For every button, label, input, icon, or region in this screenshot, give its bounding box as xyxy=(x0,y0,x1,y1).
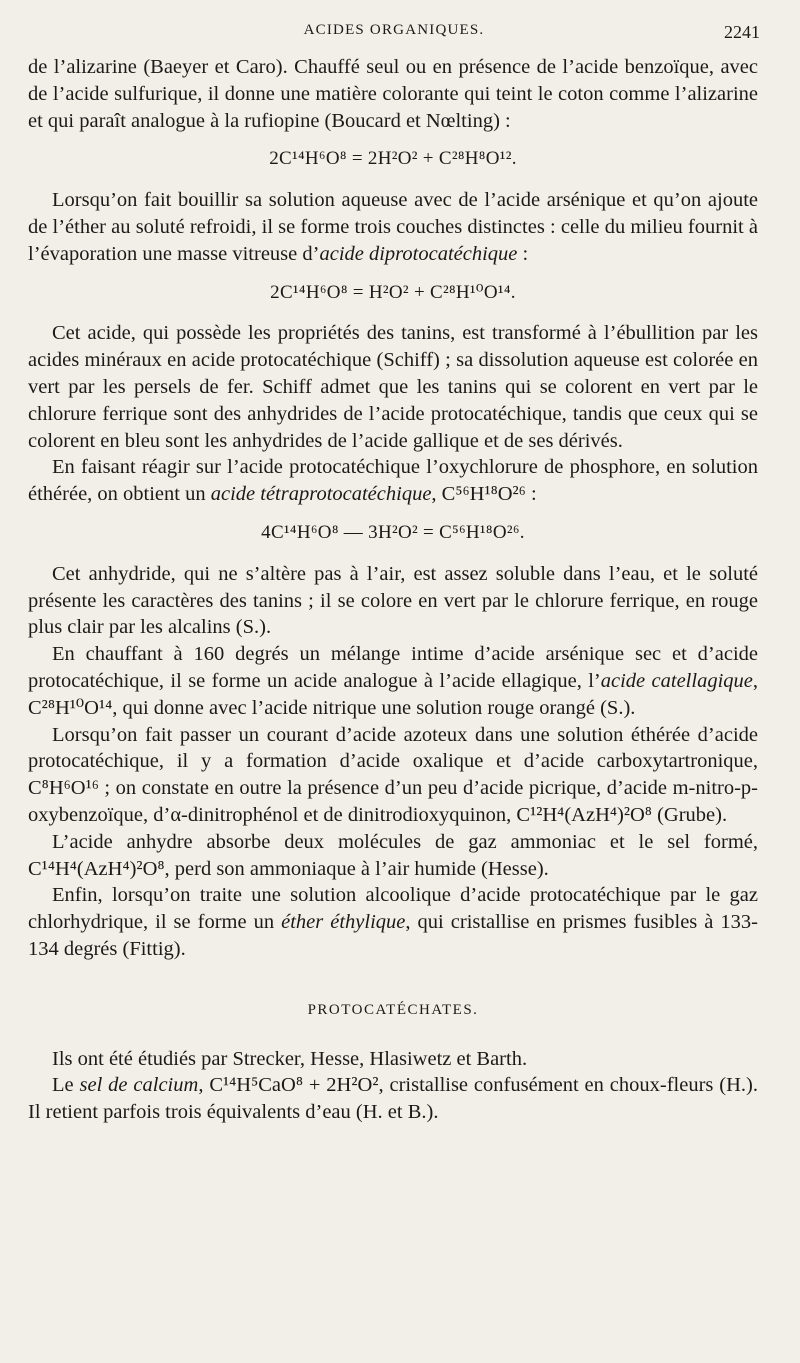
running-title: ACIDES ORGANIQUES. xyxy=(303,22,485,38)
text-run: Lorsqu’on fait bouillir sa solution aqueuse avec de l’acide arsénique et qu’on ajoute de l’éther au soluté refroidi, il se forme trois couches distinctes : celle du milieu fournit à l’évaporation une masse vitreuse d’ xyxy=(28,189,758,265)
text-run: En faisant réagir sur l’acide protocatéchique l’oxychlorure de phosphore, en solution éthérée, on obtient un xyxy=(28,456,758,506)
text-run: , C²⁸H¹⁰O¹⁴, qui donne avec l’acide nitrique une solution rouge orangé (S.). xyxy=(28,669,758,719)
emphasis-acide-tetraprotocatechique: acide tétraprotocatéchique xyxy=(210,483,432,506)
text-run: : xyxy=(517,242,529,265)
equation-2: 2C¹⁴H⁶O⁸ = H²O² + C²⁸H¹⁰O¹⁴. xyxy=(270,281,516,303)
text-run: , C⁵⁶H¹⁸O²⁶ : xyxy=(431,483,537,506)
paragraph-oxychlorure xyxy=(28,454,758,508)
emphasis-acide-catellagique: acide catellagique xyxy=(600,669,753,692)
text-run: Enfin, lorsqu’on traite une solution alcoolique d’acide protocatéchique par le gaz chlorhydrique, il se forme un xyxy=(28,884,758,934)
emphasis-ether-ethylique: éther éthylique xyxy=(281,911,406,934)
page-body xyxy=(28,54,758,1126)
paragraph-alizarine: de l’alizarine (Baeyer et Caro). Chauffé seul ou en présence de l’acide benzoïque, avec de l’acide sulfurique, il donne une matière colorante qui teint le coton comme l’alizarine et qui paraît analogue à la rufiopine (Boucard et Nœlting) : xyxy=(28,56,758,132)
paragraph-ammoniac: L’acide anhydre absorbe deux molécules de gaz ammoniac et le sel formé, C¹⁴H⁴(AzH⁴)²O⁸, perd son ammoniaque à l’air humide (Hesse). xyxy=(28,830,758,880)
page-number: 2241 xyxy=(724,22,760,42)
emphasis-sel-de-calcium: sel de calcium xyxy=(79,1074,199,1097)
paragraph-acide-azoteux: Lorsqu’on fait passer un courant d’acide azoteux dans une solution éthérée d’acide protocatéchique, il y a formation d’acide oxalique et d’acide carboxytartronique, C⁸H⁶O¹⁶ ; on constate en outre la présence d’un peu d’acide picrique, d’acide m-nitro-p-oxybenzoïque, d’α-dinitrophénol et de dinitrodioxyquinon, C¹²H⁴(AzH⁴)²O⁸ (Grube). xyxy=(28,723,758,826)
text-run: , C¹⁴H⁵CaO⁸ + 2H²O², cristallise confusément en choux-fleurs (H.). Il retient parfois trois équivalents d’eau (H. et B.). xyxy=(28,1074,758,1124)
equation-3: 4C¹⁴H⁶O⁸ — 3H²O² = C⁵⁶H¹⁸O²⁶. xyxy=(261,521,525,543)
paragraph-catellagique xyxy=(28,641,758,721)
text-run: En chauffant à 160 degrés un mélange intime d’acide arsénique sec et d’acide protocatéchique, il se forme un acide analogue à l’acide ellagique, l’ xyxy=(28,643,758,692)
running-header xyxy=(28,16,760,46)
emphasis-acide-diprotocatechique: acide diprotocatéchique xyxy=(319,242,518,265)
text-run: , qui cristallise en prismes fusibles à 133-134 degrés (Fittig). xyxy=(28,911,758,960)
equation-1: 2C¹⁴H⁶O⁸ = 2H²O² + C²⁸H⁸O¹². xyxy=(269,148,517,170)
text-run: Le xyxy=(52,1074,80,1097)
section-title-protocatechates: PROTOCATÉCHATES. xyxy=(307,1001,479,1018)
paragraph-sel-calcium xyxy=(28,1072,758,1126)
paragraph-anhydride: Cet anhydride, qui ne s’altère pas à l’air, est assez soluble dans l’eau, et le soluté présente les caractères des tanins ; il se colore en vert par le chlorure ferrique, en rouge plus clair par les alcalins (S.). xyxy=(28,562,758,639)
paragraph-ether-ethylique xyxy=(28,882,758,962)
paragraph-tanins: Cet acide, qui possède les propriétés des tanins, est transformé à l’ébullition par les acides minéraux en acide protocatéchique (Schiff) ; sa dissolution aqueuse est colorée en vert par les persels de fer. Schiff admet que les tanins qui se colorent en vert par le chlorure ferrique sont des anhydrides de l’acide protocatéchique, tandis que ceux qui se colorent en bleu sont les anhydrides de l’acide gallique et de ses dérivés. xyxy=(28,322,758,452)
paragraph-etudies: Ils ont été étudiés par Strecker, Hesse, Hlasiwetz et Barth. xyxy=(52,1047,528,1070)
paragraph-arsenique xyxy=(28,187,758,267)
